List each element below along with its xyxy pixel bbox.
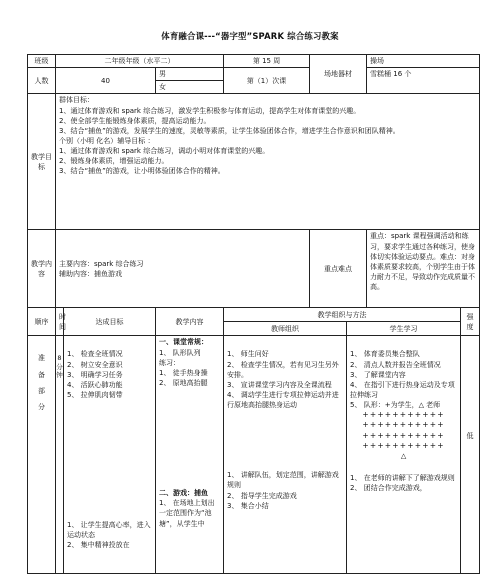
- phase-char: 分: [38, 402, 45, 411]
- goal-item: 5、 拉伸肌肉韧带: [67, 390, 123, 399]
- teacher-item: 3、 集合小结: [227, 501, 269, 510]
- game-content-item: 1、 在场地上划出一定范围作为“池塘”，从学生中: [159, 499, 215, 528]
- keypoints-text: 重点：spark 课程强调活动和练习，要求学生通过各种练习，使身体切实体验运动要点。难点：对身体素质要求较高，个别学生由于体力耐力不足，导致动作完成质量不高。: [367, 230, 480, 308]
- class-label: 班级: [28, 55, 56, 68]
- group-objectives-list: [59, 106, 476, 136]
- formation-diagram: [350, 410, 457, 461]
- student-item: 4、 在指引下进行热身运动及专项拉伸练习: [350, 380, 455, 399]
- student-cell: [347, 336, 461, 574]
- header-teach: 教学内容: [156, 308, 224, 336]
- student-item: 1、 体育委员集合整队: [350, 350, 420, 359]
- goal-item: 1、 检查全班情况: [67, 350, 123, 359]
- header-teacher-org: 教师组织: [224, 322, 347, 336]
- goal-item: 1、 让学生提高心率，进入运动状态: [67, 521, 151, 540]
- document-title: 体育融合课---“器字型”SPARK 综合练习教案: [161, 31, 339, 41]
- game-title: 二、游戏：捕鱼: [159, 489, 208, 498]
- venue-label: 场地器材: [310, 55, 367, 94]
- game-student-list: [350, 473, 457, 493]
- routine-item: 1、 徒手热身操: [159, 368, 208, 377]
- individual-objective-item: 3、结合“捕鱼”的游戏，让小明体验团体合作的精神。: [59, 167, 225, 176]
- routine-list: [159, 348, 220, 389]
- prep-goals-list: [67, 349, 152, 400]
- phase-char: 备: [38, 370, 45, 379]
- main-content: 主要内容：spark 综合练习: [59, 259, 144, 268]
- formation-row: +++++++++++: [362, 440, 445, 450]
- keypoints-label: 重点难点: [310, 230, 367, 308]
- content-label: 教学内容: [28, 230, 56, 308]
- objectives-cell: [56, 94, 480, 230]
- teacher-triangle-icon: △: [400, 451, 407, 460]
- lesson-plan-table: [27, 54, 480, 574]
- formation-row: +++++++++++: [362, 410, 445, 420]
- teacher-item: 4、 调动学生进行专项拉伸运动并进行原地高抬腿热身运动: [227, 390, 339, 410]
- teacher-org-cell: [224, 336, 347, 574]
- phase-char: 准: [38, 354, 45, 363]
- formation-row: +++++++++++: [362, 420, 445, 430]
- formation-row: +++++++++++: [362, 430, 445, 440]
- teacher-item: 2、 指导学生完成游戏: [227, 491, 297, 500]
- intensity-value: 低: [461, 336, 480, 574]
- header-org: 教学组织与方法: [224, 308, 461, 322]
- objectives-label: 教学目标: [28, 94, 56, 230]
- male-label: 男: [156, 68, 224, 81]
- group-objectives-heading: 群体目标：: [59, 96, 94, 105]
- individual-objective-item: 1、通过体育游戏和 spark 综合练习，调动小明对体育课堂的兴趣。: [59, 147, 270, 156]
- aux-content: 辅助内容：捕鱼游戏: [59, 269, 122, 278]
- time-value: 8分钟: [56, 336, 64, 574]
- routine-item: 练习：: [159, 358, 180, 367]
- header-order: 顺序: [28, 308, 56, 336]
- objective-item: 3、结合“捕鱼”的游戏，发展学生的速度，灵敏等素质，让学生体验团体合作，增进学生合作意识和团队精神。: [59, 126, 400, 135]
- header-goal: 达成目标: [64, 308, 156, 336]
- phase-char: 部: [38, 386, 45, 395]
- game-teacher-list: [227, 470, 343, 511]
- teacher-item: 1、 讲解队伍，划定范围，讲解游戏规则: [227, 471, 339, 490]
- objective-item: 2、使全部学生能锻炼身体素质，提高运动能力。: [59, 116, 211, 125]
- objective-item: 1、通过体育游戏和 spark 综合练习，激发学生积极参与体育运动，提高学生对体育课堂的兴趣。: [59, 106, 361, 115]
- individual-objectives-heading: 个别（小明 化名）辅导目标 ：: [59, 136, 155, 145]
- goal-item: 3、 明确学习任务: [67, 370, 123, 379]
- student-item: 2、 团结合作完成游戏，: [350, 484, 427, 493]
- teacher-item: 2、 检查学生情况，若有见习生另外安排。: [227, 360, 339, 379]
- teach-content-cell: [156, 336, 224, 574]
- goal-item: 2、 树立安全意识: [67, 360, 123, 369]
- content-cell: [56, 230, 310, 308]
- individual-objectives-list: [59, 146, 476, 176]
- teacher-item: 1、 师生问好: [227, 350, 269, 359]
- student-item: 5、 队形：+为学生，△ 老师: [350, 401, 441, 410]
- individual-objective-item: 2、锻炼身体素质，增强运动能力。: [59, 157, 169, 166]
- routine-item: 1、 队形队列: [159, 348, 201, 357]
- week-value: 第 15 周: [224, 55, 310, 68]
- goals-cell: [64, 336, 156, 574]
- header-student: 学生学习: [347, 322, 461, 336]
- student-item: 2、 清点人数并报告全班情况: [350, 360, 441, 369]
- header-time: 时间: [56, 308, 64, 336]
- grade-value: 二年级年级（水平二）: [56, 55, 224, 68]
- phase-cell: [28, 336, 56, 574]
- goal-item: 4、 活跃心肺功能: [67, 380, 123, 389]
- student-item: 3、 了解课堂内容: [350, 370, 406, 379]
- header-intensity: 强度: [461, 308, 480, 336]
- teacher-org-list: [227, 349, 343, 410]
- game-goals-list: [67, 520, 152, 550]
- student-list: [350, 349, 457, 410]
- student-item: 1、 在老师的讲解下了解游戏规则: [350, 473, 455, 482]
- teacher-item: 3、 宣讲课堂学习内容及全课流程: [227, 380, 332, 389]
- count-value: 40: [56, 68, 156, 94]
- routine-title: 一、课堂常规：: [159, 338, 208, 347]
- count-label: 人数: [28, 68, 56, 94]
- goal-item: 2、 集中精神投放在: [67, 541, 130, 550]
- game-content-list: [159, 498, 220, 528]
- lesson-number: 第（1）次课: [224, 68, 310, 94]
- equipment-value: 雪糕桶 16 个: [367, 68, 480, 94]
- venue-field: 操场: [367, 55, 480, 68]
- routine-item: 2、 原地高抬腿: [159, 378, 208, 387]
- female-label: 女: [156, 81, 224, 94]
